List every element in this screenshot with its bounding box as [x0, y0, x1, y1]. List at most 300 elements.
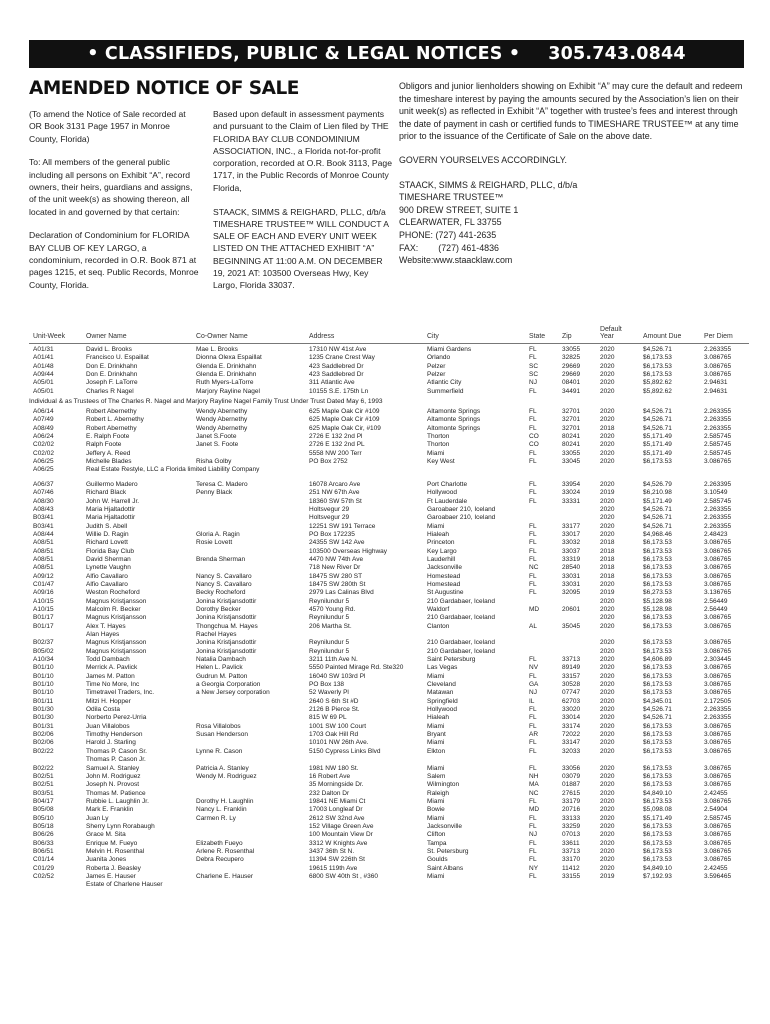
cell-owner-name: John M. Rodriguez: [86, 772, 141, 780]
recipients-paragraph: To: All members of the general public including all persons on Exhibit “A”, record owners, their heirs, guardians and assigns, of the unit week(s) as showing thereon, all located in and governed by that certain:: [29, 157, 193, 217]
cell-zip: 29669: [562, 362, 581, 370]
amend-reference: (To amend the Notice of Sale recorded at OR Book 3131 Page 1957 in Monroe County, Florida): [29, 109, 186, 144]
cell-amount-due: $6,173.53: [643, 371, 672, 379]
cell-owner-name: Rubbie L. Laughlin Jr.: [86, 797, 149, 805]
cell-amount-due: $6,173.53: [643, 672, 672, 680]
table-row: [29, 756, 749, 764]
cell-address: 232 Dalton Dr: [309, 789, 350, 797]
cell-owner-name: Grace M. Sita: [86, 831, 126, 839]
cell-city: Pelzer: [427, 362, 446, 370]
cell-city: Hialeah: [427, 530, 450, 538]
cell-amount-due: $6,173.53: [643, 731, 672, 739]
cell-default-year: 2020: [600, 354, 615, 362]
cell-per-diem: 3.086765: [704, 731, 732, 739]
cell-state: FL: [529, 522, 537, 530]
cell-co-owner-name: Dionna Olexa Espaillat: [196, 354, 262, 362]
cell-zip: 33056: [562, 764, 581, 772]
cell-state: FL: [529, 764, 537, 772]
cell-per-diem: 2.263355: [704, 424, 732, 432]
cell-amount-due: $6,173.53: [643, 847, 672, 855]
cell-default-year: 2020: [600, 614, 615, 622]
cell-default-year: 2020: [600, 731, 615, 739]
cell-co-owner-name: Nancy S. Cavallaro: [196, 580, 252, 588]
cell-per-diem: 2.56449: [704, 597, 728, 605]
cell-owner-name: Samuel A. Stanley: [86, 764, 140, 772]
cell-default-year: 2020: [600, 847, 615, 855]
cell-zip: 30528: [562, 681, 581, 689]
table-row: [29, 573, 749, 581]
cell-zip: 29669: [562, 371, 581, 379]
cell-unit-week: A07/49: [33, 416, 54, 424]
cell-default-year: 2020: [600, 697, 615, 705]
cell-address: Reynilundur 5: [309, 597, 350, 605]
cell-state: FL: [529, 797, 537, 805]
cell-per-diem: 3.086765: [704, 572, 732, 580]
cell-owner-name: Francisco U. Espaillat: [86, 354, 149, 362]
default-basis-paragraph: Based upon default in assessment payments and pursuant to the Claim of Lien filed by THE FLORIDA BAY CLUB CONDOMINIUM ASSOCIATION, INC., a Florida not-for-profit corporation, recorded at O.R. Book 3113, Page 1717, in the Public Records of Monroe County Florida,: [213, 109, 392, 193]
table-row: [29, 606, 749, 614]
cell-default-year: 2020: [600, 647, 615, 655]
banner-section-title: • CLASSIFIEDS, PUBLIC & LEGAL NOTICES •: [87, 44, 521, 64]
cell-city: Miami: [427, 764, 445, 772]
cell-zip: 33014: [562, 714, 581, 722]
cell-unit-week: A10/34: [33, 656, 54, 664]
header-unit-week: Unit-Week: [33, 333, 66, 340]
cell-amount-due: $6,173.53: [643, 681, 672, 689]
cell-city: Clifton: [427, 831, 446, 839]
cell-city: Jacksonville: [427, 822, 463, 830]
cell-amount-due: $4,968.46: [643, 530, 672, 538]
cell-owner-name: Time No More, Inc: [86, 681, 140, 689]
cell-amount-due: $6,173.53: [643, 764, 672, 772]
table-row: [29, 881, 749, 889]
cell-unit-week: A10/15: [33, 597, 54, 605]
cell-default-year: 2020: [600, 814, 615, 822]
cell-zip: 33017: [562, 530, 581, 538]
cell-owner-name: David Sherman: [86, 555, 131, 563]
contact-street: 900 DREW STREET, SUITE 1: [399, 204, 519, 215]
cell-city: Saint Albans: [427, 864, 464, 872]
cell-default-year: 2020: [600, 416, 615, 424]
cell-city: Orlando: [427, 354, 451, 362]
cell-amount-due: $6,173.53: [643, 622, 672, 630]
cell-owner-name: Jeffery A. Reed: [86, 449, 131, 457]
cell-city: Miami Gardens: [427, 346, 472, 353]
cell-unit-week: B01/31: [33, 722, 54, 730]
cell-per-diem: 3.086765: [704, 764, 732, 772]
cell-owner-name: Thomas P. Cason Jr.: [86, 756, 146, 764]
cell-per-diem: 2.94631: [704, 387, 728, 395]
cell-amount-due: $6,173.53: [643, 831, 672, 839]
contact-city: CLEARWATER, FL 33755: [399, 217, 502, 228]
cell-amount-due: $6,173.53: [643, 689, 672, 697]
cell-unit-week: A05/01: [33, 379, 54, 387]
cell-state: FL: [529, 847, 537, 855]
cell-address: Reynilundur 5: [309, 639, 350, 647]
cell-default-year: 2020: [600, 706, 615, 714]
table-row: [29, 773, 749, 781]
table-body: [29, 344, 749, 890]
cell-co-owner-name: a Georgia Corporation: [196, 681, 261, 689]
cell-address: 16040 SW 103rd Pl: [309, 672, 366, 680]
cell-address: 2726 E 132 2nd PL: [309, 441, 365, 449]
cell-amount-due: $4,345.01: [643, 697, 672, 705]
cell-state: NJ: [529, 379, 537, 387]
cell-co-owner-name: Glenda E. Drinkhahn: [196, 362, 257, 370]
cell-address: 625 Maple Oak Cir, #109: [309, 424, 381, 432]
cell-amount-due: $4,526.71: [643, 424, 672, 432]
cell-unit-week: B05/08: [33, 806, 54, 814]
cell-amount-due: $6,173.53: [643, 580, 672, 588]
table-row: [29, 731, 749, 739]
table-row: [29, 798, 749, 806]
table-row: [29, 458, 749, 466]
cell-unit-week: A06/25: [33, 466, 54, 474]
cell-city: Las Vegas: [427, 664, 458, 672]
contact-fax-label: FAX:: [399, 242, 419, 253]
cell-owner-name: Timothy Henderson: [86, 731, 143, 739]
cell-amount-due: $6,173.53: [643, 614, 672, 622]
cell-per-diem: 2.263355: [704, 346, 732, 353]
cell-co-owner-name: Wendy Abernethy: [196, 424, 248, 432]
cell-per-diem: 3.086765: [704, 354, 732, 362]
cell-amount-due: $4,849.10: [643, 789, 672, 797]
table-row: [29, 673, 749, 681]
cell-amount-due: $6,173.53: [643, 647, 672, 655]
cell-co-owner-name: Patricia A. Stanley: [196, 764, 249, 772]
cell-address: 5150 Cypress Links Blvd: [309, 747, 381, 755]
cell-address: PO Box 138: [309, 681, 345, 689]
cell-default-year: 2018: [600, 539, 615, 547]
section-banner: [29, 40, 744, 68]
cell-state: NV: [529, 664, 539, 672]
cell-state: FL: [529, 458, 537, 466]
cell-amount-due: $5,892.62: [643, 387, 672, 395]
cell-owner-name: Magnus Kristjansson: [86, 597, 147, 605]
cell-state: NJ: [529, 689, 537, 697]
cell-per-diem: 3.086765: [704, 822, 732, 830]
cell-city: Port Charlotte: [427, 480, 468, 488]
cell-address: PO Box 172235: [309, 530, 355, 538]
cell-zip: 20716: [562, 806, 581, 814]
cell-state: FL: [529, 547, 537, 555]
cell-amount-due: $5,098.08: [643, 806, 672, 814]
cell-default-year: 2020: [600, 831, 615, 839]
cell-city: Tampa: [427, 839, 447, 847]
cell-owner-name: Michelle Blades: [86, 458, 132, 466]
cell-per-diem: 2.42455: [704, 789, 728, 797]
cell-per-diem: 2.54904: [704, 806, 728, 814]
table-row: [29, 481, 749, 489]
table-row: [29, 363, 749, 371]
cell-address: 18475 SW 280th St: [309, 580, 366, 588]
cell-unit-week: C02/02: [33, 441, 54, 449]
cell-amount-due: $6,173.53: [643, 564, 672, 572]
table-row: [29, 823, 749, 831]
cell-state: NJ: [529, 831, 537, 839]
cell-address: 3312 W Knights Ave: [309, 839, 368, 847]
cell-per-diem: 3.086765: [704, 689, 732, 697]
cell-amount-due: $5,171.49: [643, 814, 672, 822]
cell-city: St Augustine: [427, 589, 464, 597]
cell-zip: 72022: [562, 731, 581, 739]
cell-city: Homestead: [427, 580, 461, 588]
cell-owner-name: Weston Rocheford: [86, 589, 140, 597]
table-row: [29, 498, 749, 506]
cell-unit-week: B03/41: [33, 522, 54, 530]
cell-address: 24355 SW 142 Ave: [309, 539, 365, 547]
cell-unit-week: B02/51: [33, 781, 54, 789]
table-row: [29, 408, 749, 416]
cell-per-diem: 3.596465: [704, 872, 732, 880]
cell-default-year: 2020: [600, 764, 615, 772]
cell-address: 100 Mountain View Dr: [309, 831, 373, 839]
cell-city: Hollywood: [427, 706, 457, 714]
cell-state: FL: [529, 589, 537, 597]
cell-default-year: 2020: [600, 789, 615, 797]
cell-default-year: 2020: [600, 441, 615, 449]
cell-amount-due: $5,171.49: [643, 441, 672, 449]
cell-owner-name: Roberta J. Beasley: [86, 864, 141, 872]
cell-co-owner-name: Lynne R. Cason: [196, 747, 243, 755]
table-row: [29, 631, 749, 639]
cell-unit-week: B05/10: [33, 814, 54, 822]
table-row: [29, 623, 749, 631]
cell-amount-due: $4,526.71: [643, 408, 672, 416]
table-row: [29, 548, 749, 556]
cell-zip: 80241: [562, 433, 581, 441]
cell-city: Matawan: [427, 689, 454, 697]
cell-owner-name: Mark E. Franklin: [86, 806, 134, 814]
cell-amount-due: $6,173.53: [643, 856, 672, 864]
table-row: [29, 514, 749, 522]
cell-default-year: 2018: [600, 555, 615, 563]
cell-address: 2979 Las Calinas Blvd: [309, 589, 374, 597]
cell-amount-due: $6,173.53: [643, 781, 672, 789]
cell-address: Reynilundur 5: [309, 647, 350, 655]
cell-default-year: 2020: [600, 822, 615, 830]
cell-amount-due: $6,173.53: [643, 539, 672, 547]
cell-co-owner-name: Charlene E. Hauser: [196, 872, 254, 880]
cell-owner-name: Lynette Vaughn: [86, 564, 131, 572]
cell-owner-name: Juan Villalobos: [86, 722, 130, 730]
cell-default-year: 2020: [600, 580, 615, 588]
cell-amount-due: $6,173.53: [643, 772, 672, 780]
cell-unit-week: A01/31: [33, 346, 54, 353]
cell-default-year: 2020: [600, 714, 615, 722]
cell-zip: 89149: [562, 664, 581, 672]
cell-owner-name: Don E. Drinkhahn: [86, 362, 138, 370]
table-row: [29, 416, 749, 424]
cell-zip: 33713: [562, 847, 581, 855]
cell-co-owner-name: Janet S. Foote: [196, 441, 239, 449]
cell-per-diem: 3.086765: [704, 639, 732, 647]
cell-co-owner-name: Wendy Abernethy: [196, 408, 248, 416]
cell-state: MD: [529, 605, 540, 613]
table-row: [29, 564, 749, 572]
cell-city: Thorton: [427, 441, 450, 449]
table-row: [29, 765, 749, 773]
cell-co-owner-name: Dorothy H. Laughlin: [196, 797, 254, 805]
cell-zip: 07013: [562, 831, 581, 839]
cell-amount-due: $4,526.71: [643, 706, 672, 714]
cell-unit-week: B06/26: [33, 831, 54, 839]
cell-address: 19615 119th Ave: [309, 864, 358, 872]
cell-amount-due: $5,892.62: [643, 379, 672, 387]
notice-column-2: [213, 108, 393, 303]
cell-address: 103500 Overseas Highway: [309, 547, 388, 555]
cell-per-diem: 3.086765: [704, 614, 732, 622]
cell-unit-week: B06/51: [33, 847, 54, 855]
cell-default-year: 2020: [600, 362, 615, 370]
cell-owner-name: E. Ralph Foote: [86, 433, 130, 441]
cell-default-year: 2018: [600, 547, 615, 555]
cell-address: 206 Martha St.: [309, 622, 352, 630]
table-row: [29, 664, 749, 672]
cell-state: FL: [529, 839, 537, 847]
cell-per-diem: 2.263355: [704, 505, 732, 513]
header-amount-due: Amount Due: [643, 333, 682, 340]
cell-owner-name: Richard Lovett: [86, 539, 128, 547]
cell-co-owner-name: Becky Rocheford: [196, 589, 246, 597]
table-row: [29, 806, 749, 814]
cell-co-owner-name: Nancy L. Franklin: [196, 806, 247, 814]
cell-zip: 32701: [562, 408, 581, 416]
cell-zip: 33170: [562, 856, 581, 864]
cell-co-owner-name: Rosie Lovett: [196, 539, 233, 547]
cell-zip: 62703: [562, 697, 581, 705]
table-row: [29, 441, 749, 449]
cell-state: FL: [529, 424, 537, 432]
cell-default-year: 2020: [600, 664, 615, 672]
cell-address: 3211 11th Ave N.: [309, 656, 358, 664]
cell-owner-name: Norberto Perez-Urria: [86, 714, 147, 722]
cell-default-year: 2020: [600, 797, 615, 805]
cell-city: Miami: [427, 797, 445, 805]
cell-state: NY: [529, 864, 539, 872]
cell-owner-name: Don E. Drinkhahn: [86, 371, 138, 379]
cell-zip: 33713: [562, 656, 581, 664]
cell-co-owner-name: Debra Recupero: [196, 856, 244, 864]
header-co-owner-name: Co-Owner Name: [196, 333, 248, 340]
table-row: [29, 698, 749, 706]
cell-per-diem: 2.263355: [704, 714, 732, 722]
cell-city: Miami: [427, 814, 445, 822]
cell-state: FL: [529, 572, 537, 580]
cell-co-owner-name: Jonina Kristjansdottir: [196, 614, 257, 622]
cell-default-year: 2019: [600, 872, 615, 880]
cell-address: 18360 SW 57th St: [309, 497, 362, 505]
cell-owner-name: Alan Hayes: [86, 631, 120, 638]
cell-zip: 33024: [562, 489, 581, 497]
cell-address: 1235 Crane Crest Way: [309, 354, 375, 362]
cell-default-year: 2020: [600, 622, 615, 630]
table-row: [29, 840, 749, 848]
cell-city: Miami: [427, 672, 445, 680]
govern-statement: GOVERN YOURSELVES ACCORDINGLY.: [399, 155, 568, 166]
cell-city: Salem: [427, 772, 446, 780]
cell-default-year: 2020: [600, 739, 615, 747]
table-row: [29, 506, 749, 514]
cell-city: Key Largo: [427, 547, 457, 555]
cell-zip: 07747: [562, 689, 581, 697]
cell-city: Bryant: [427, 731, 446, 739]
table-row: [29, 388, 749, 396]
cell-zip: 34491: [562, 387, 581, 395]
cell-default-year: 2020: [600, 408, 615, 416]
cell-amount-due: $6,173.53: [643, 722, 672, 730]
cell-per-diem: 3.086765: [704, 458, 732, 466]
trustee-contact-block: [399, 179, 745, 267]
cell-co-owner-name: Jonina Kristjansdottir: [196, 597, 257, 605]
cell-default-year: 2020: [600, 722, 615, 730]
cell-default-year: 2020: [600, 747, 615, 755]
cell-owner-name: Robert Abernethy: [86, 424, 137, 432]
cell-state: FL: [529, 387, 537, 395]
cell-city: Ft Lauderdale: [427, 497, 468, 505]
cell-unit-week: C02/02: [33, 449, 54, 457]
cell-per-diem: 3.086765: [704, 856, 732, 864]
cell-address: 17003 Longleaf Dr: [309, 806, 363, 814]
cell-amount-due: $4,526.71: [643, 514, 672, 522]
cell-default-year: 2020: [600, 505, 615, 513]
cell-zip: 35045: [562, 622, 581, 630]
cell-owner-name: James M. Patton: [86, 672, 135, 680]
cell-state: FL: [529, 739, 537, 747]
cell-city: Altomonte Springs: [427, 424, 481, 432]
cell-zip: 33147: [562, 739, 581, 747]
cell-address: 4570 Young Rd.: [309, 605, 356, 613]
cell-address: 2126 B Pierce St.: [309, 706, 360, 714]
table-row: [29, 689, 749, 697]
cell-per-diem: 3.086765: [704, 547, 732, 555]
cell-city: Springfield: [427, 697, 458, 705]
cell-address: 10155 S.E. 175th Ln: [309, 387, 369, 395]
cell-unit-week: B02/22: [33, 764, 54, 772]
cell-state: FL: [529, 580, 537, 588]
table-row: [29, 489, 749, 497]
cell-city: Garoabaer 210, Iceland: [427, 514, 496, 522]
cell-owner-name: Charles R Nagel: [86, 387, 134, 395]
cell-city: Wilmington: [427, 781, 460, 789]
cell-co-owner-name: Susan Henderson: [196, 731, 249, 739]
cell-address: 11394 SW 226th St: [309, 856, 365, 864]
cell-co-owner-name: Jonina Kristjansdottir: [196, 647, 257, 655]
cell-city: St. Petersburg: [427, 847, 469, 855]
table-row: [29, 450, 749, 458]
cell-per-diem: 2.585745: [704, 441, 732, 449]
cell-unit-week: A06/14: [33, 408, 54, 416]
notice-column-1: [29, 108, 199, 302]
cell-owner-name: Joseph N. Provost: [86, 781, 140, 789]
cell-city: Saint Petersburg: [427, 656, 476, 664]
cell-state: FL: [529, 555, 537, 563]
table-row: [29, 379, 749, 387]
cell-amount-due: $5,171.49: [643, 497, 672, 505]
cell-zip: 33045: [562, 458, 581, 466]
cell-default-year: 2020: [600, 864, 615, 872]
cell-state: FL: [529, 814, 537, 822]
cell-city: Goulds: [427, 856, 448, 864]
cell-city: Lauderhill: [427, 555, 456, 563]
cell-owner-name: Robert Abernethy: [86, 408, 137, 416]
cell-city: Homestead: [427, 572, 461, 580]
table-row: [29, 581, 749, 589]
cell-city: Thorton: [427, 433, 450, 441]
cell-amount-due: $6,173.53: [643, 639, 672, 647]
cell-city: 210 Gardabaer, Iceland: [427, 639, 495, 647]
cell-default-year: 2020: [600, 806, 615, 814]
